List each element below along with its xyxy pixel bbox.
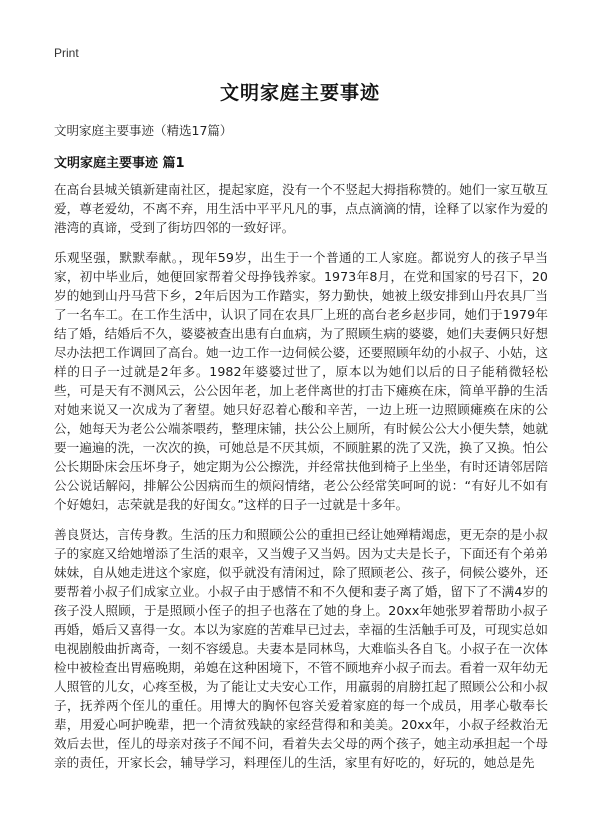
section-heading: 文明家庭主要事迹 篇1 [54, 156, 185, 171]
paragraph-optimistic: 乐观坚强，默默奉献。，现年59岁，出生于一个普通的工人家庭。都说穷人的孩子早当家，初中毕业后，她便回家帮着父母挣钱养家。1973年8月，在党和国家的号召下，20岁的她到山丹马营下乡，2年后因为工作踏实，努力勤快，她被上级安排到山丹农具厂当了一名车工。在工作生活中，认识了同在农具厂上班的高台老乡赵步同，她们于1979年结了婚，结婚后不久，婆婆被查出患有白血病，为了照顾生病的婆婆，她们夫妻俩只好想尽办法把工作调回了高台。她一边工作一边伺候公婆，还要照顾年幼的小叔子、小姑，这样的日子一过就是2年多。1982年婆婆过世了，原本以为她们以后的日子能稍微轻松些，可是天有不测风云，公公因年老，加上老伴离世的打击下瘫痪在床，简单平静的生活对她来说又一次成为了奢望。她只好忍着心酸和辛苦，一边上班一边照顾瘫痪在床的公公，她每天为老公公端茶喂药，整理床铺，扶公公上厕所，有时候公公大小便失禁，她就要一遍遍的洗，一次次的换，可她总是不厌其烦，不顾脏累的洗了又洗，换了又换。怕公公长期卧床会压坏身子，她定期为公公擦洗，并经常扶他到椅子上坐坐，有时还请邻居陪公公说话解闷，排解公公因病而生的烦闷情绪，老公公经常笑呵呵的说：“有好儿不如有个好媳妇，志荣就是我的好闺女。”这样的日子一过就是十多年。 [54, 250, 548, 512]
document-title: 文明家庭主要事迹 [219, 82, 380, 104]
document-body [54, 180, 548, 783]
paragraph-intro: 在高台县城关镇新建南社区，提起家庭，没有一个不竖起大拇指称赞的。她们一家互敬互爱，尊老爱幼，不离不弃，用生活中平平凡凡的事，点点滴滴的情，诠释了以家作为爱的港湾的真谛，受到了街坊四邻的一致好评。 [54, 182, 548, 235]
paragraph-kind: 善良贤达，言传身教。生活的压力和照顾公公的重担已经让她殚精竭虑，更无奈的是小叔子的家庭又给她增添了生活的艰辛，又当嫂子又当妈。因为丈夫是长子，下面还有个弟弟妹妹，自从她走进这个家庭，似乎就没有清闲过，除了照顾老公、孩子，伺候公婆外，还要帮着小叔子们成家立业。小叔子由于感情不和不久便和妻子离了婚，留下了不满4岁的孩子没人照顾，于是照顾小侄子的担子也落在了她的身上。20xx年她张罗着帮助小叔子再婚，婚后又喜得一女。本以为家庭的苦难早已过去，幸福的生活触手可及，可现实总如电视剧般曲折离奇，一刻不容缓息。夫妻本是同林鸟，大难临头各自飞。小叔子在一次体检中被检查出胃癌晚期，弟媳在这种困境下，不管不顾地弃小叔子而去。看着一双年幼无人照管的儿女，心疼至极，为了能让丈夫安心工作，用羸弱的肩膀扛起了照顾公公和小叔子，抚养两个侄儿的重任。用博大的胸怀包容关爱着家庭的每一个成员，用孝心敬奉长辈，用爱心呵护晚辈，把一个清贫残缺的家经营得和和美美。20xx年，小叔子经救治无效后去世，侄儿的母亲对孩子不闻不问，看着失去父母的两个孩子，她主动承担起一个母亲的责任，开家长会，辅导学习，料理侄儿的生活，家里有好吃的，好玩的，她总是先 [54, 527, 548, 770]
print-link[interactable]: Print [54, 46, 79, 60]
document-subtitle: 文明家庭主要事迹（精选17篇） [54, 123, 233, 138]
